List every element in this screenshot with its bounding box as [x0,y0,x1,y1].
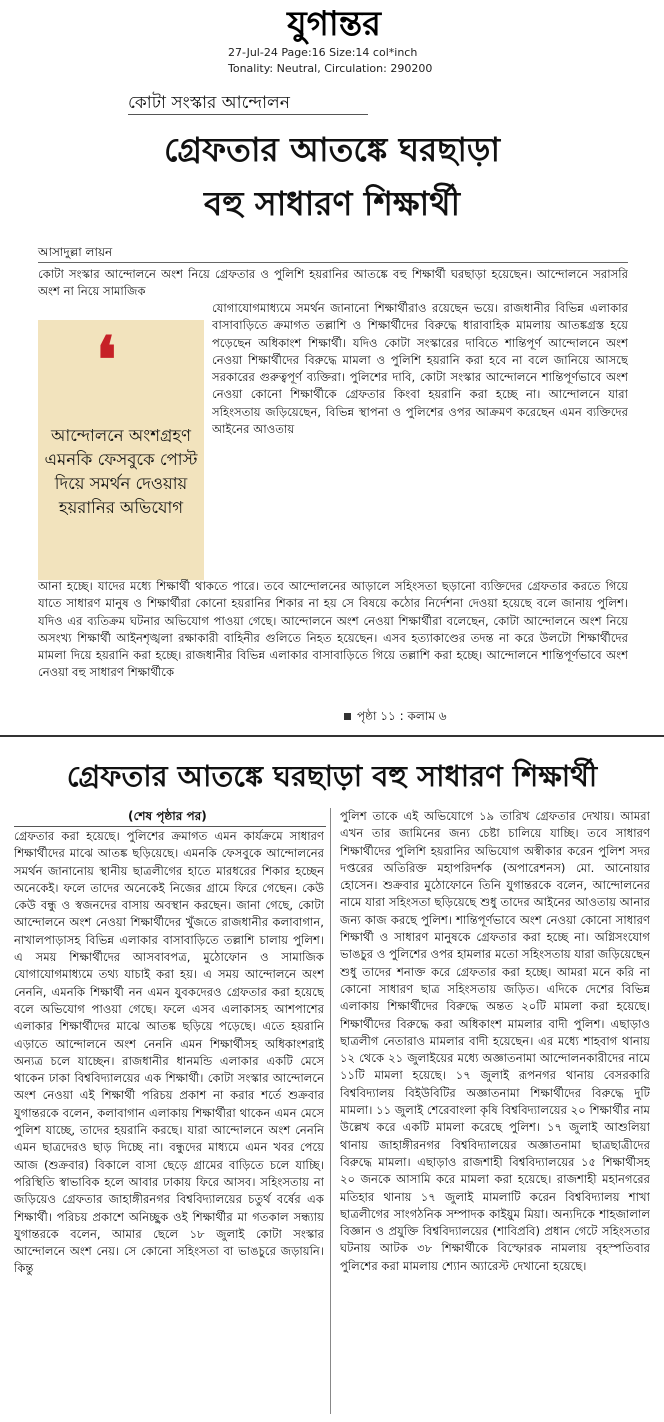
byline-divider [38,262,628,263]
clipping-meta-tonality: Tonality: Neutral, Circulation: 290200 [228,62,433,75]
article-lead: কোটা সংস্কার আন্দোলনে অংশ নিয়ে গ্রেফতার ও পুলিশি হয়রানির আতঙ্কে বহু শিক্ষার্থী ঘরছাড়া হয়েছেন। আন্দোলনে সরাসরি অংশ না নিয়ে সামাজিক [38,267,628,299]
article-kicker: কোটা সংস্কার আন্দোলন [128,92,368,115]
continued-on-page: পৃষ্ঠা ১১ : কলাম ৬ [344,708,447,724]
column-divider [330,808,331,1414]
headline-line-1: গ্রেফতার আতঙ্কে ঘরছাড়া [163,130,501,169]
square-bullet-icon [344,713,351,720]
section-divider [0,735,664,737]
continuation-headline: গ্রেফতার আতঙ্কে ঘরছাড়া বহু সাধারণ শিক্ষার্থী [66,759,598,793]
headline-line-2: বহু সাধারণ শিক্ষার্থী [203,184,461,223]
continuation-left-column: গ্রেফতার করা হয়েছে। পুলিশের ক্রমাগত এমন কার্যক্রমে সাধারণ শিক্ষার্থীদের মাঝে আতঙ্ক ছড়িয়েছে। এমনকি ফেসবুকে আন্দোলনের সমর্থন জানানোয় স্থানীয় ছাত্রলীগের হাতে মারধরের শিকার হচ্ছেন অনেকেই। ফলে তাদের অনেকেই নিজের গ্রামে ফিরে গেছেন। কেউ কেউ বন্ধু ও স্বজনদের বাসায় অবস্থান করছেন। জানা গেছে, কোটা আন্দোলনে অংশ নেওয়া শিক্ষার্থীদের খুঁজতে রাজধানীর কলাবাগান, নাখালপাড়াসহ বিভিন্ন এলাকার বাসাবাড়িতে তল্লাশি চালায় পুলিশ। এ সময় শিক্ষার্থীদের আসবাবপত্র, মুঠোফোন ও সামাজিক যোগাযোগমাধ্যমে তথ্য যাচাই করা হয়। এ সময় আন্দোলনে অংশ নেননি, এমনকি শিক্ষার্থী নন এমন যুবকদেরও গ্রেফতার করা হয়েছে বলে অভিযোগ পাওয়া গেছে। ফলে এসব এলাকাসহ আশপাশের এলাকার শিক্ষার্থীদের মাঝে আতঙ্ক ছড়িয়ে পড়েছে। এতে হয়রানি এড়াতে আন্দোলনে অংশ নেননি এমন শিক্ষার্থীসহ অধিকাংশরাই অন্যত্র চলে যাচ্ছেন। রাজধানীর ধানমন্ডি এলাকার একটি মেসে থাকেন ঢাকা বিশ্ববিদ্যালয়ের এক শিক্ষার্থী। কোটা সংস্কার আন্দোলনে অংশ নেওয়া এই শিক্ষার্থী পরিচয় প্রকাশ না করার শর্তে শুক্রবার যুগান্তরকে বলেন, কলাবাগান এলাকায় শিক্ষার্থীরা থাকেন এমন মেসে পুলিশ যাচ্ছে, তাদের হয়রানি করছে। যারা আন্দোলনে অংশ নেননি এমন ছাত্রদেরও ছাড় দিচ্ছে না। বন্ধুদের মাধ্যমে এমন খবর পেয়ে আজ (শুক্রবার) বিকালে বাসা ছেড়ে গ্রামের বাড়িতে চলে যাচ্ছি। পরিস্থিতি স্বাভাবিক হলে আবার ঢাকায় ফিরে আসব। সহিংসতায় না জড়িয়েও গ্রেফতার জাহাঙ্গীরনগর বিশ্ববিদ্যালয়ের চতুর্থ বর্ষের এক শিক্ষার্থী। পরিচয় প্রকাশে অনিচ্ছুক ওই শিক্ষার্থীর মা গতকাল সন্ধ্যায় যুগান্তরকে বলেন, আমার ছেলে ১৮ জুলাই কোটা সংস্কার আন্দোলনে অংশ নেয়। সে কোনো সহিংসতা বা ভাঙচুরে জড়ায়নি। কিন্তু [14,829,324,1276]
article-lower-text: আনা হচ্ছে। যাদের মধ্যে শিক্ষার্থী থাকতে পারে। তবে আন্দোলনের আড়ালে সহিংসতা ছড়ানো ব্যক্তিদের গ্রেফতার করতে গিয়ে যাতে সাধারণ মানুষ ও শিক্ষার্থীরা কোনো হয়রানির শিকার না হয় সে বিষয়ে কঠোর নির্দেশনা দেওয়া হয়েছে বলে জানায় পুলিশ। যদিও এর ব্যতিক্রম ঘটনার অভিযোগ পাওয়া গেছে। আন্দোলনে অংশ নেওয়া শিক্ষার্থীরা বলেছেন, কোটা আন্দোলনে অংশ নিয়ে অসংখ্য শিক্ষার্থী আইনশৃঙ্খলা রক্ষাকারী বাহিনীর গুলিতে নিহত হয়েছেন। এসব হত্যাকাণ্ডের তদন্ত না করে উলটো শিক্ষার্থীদের মামলা দিয়ে হয়রানি করা হচ্ছে। রাজধানীর বিভিন্ন এলাকার বাসাবাড়িতে গিয়ে তল্লাশি করা হচ্ছে। আন্দোলনে শান্তিপূর্ণভাবে অংশ নেওয়া বহু সাধারণ শিক্ষার্থীকে [38,579,628,680]
continuation-right-column: পুলিশ তাকে এই অভিযোগে ১৯ তারিখ গ্রেফতার দেখায়। আমরা এখন তার জামিনের জন্য চেষ্টা চালিয়ে যাচ্ছি। তবে সাধারণ শিক্ষার্থীদের পুলিশি হয়রানির অভিযোগ অস্বীকার করেন পুলিশ সদর দপ্তরের অতিরিক্ত মহাপরিদর্শক (অপারেশনস) মো. আনোয়ার হোসেন। শুক্রবার মুঠোফোনে তিনি যুগান্তরকে বলেন, আন্দোলনের নামে যারা সহিংসতা ছড়িয়েছে শুধু তাদের আইনের আওতায় আনার জন্য কাজ করছে পুলিশ। শান্তিপূর্ণভাবে অংশ নেওয়া কোনো সাধারণ শিক্ষার্থী ও সাধারণ মানুষকে গ্রেফতার করা হচ্ছে না। অগ্নিসংযোগ ভাঙচুর ও পুলিশের ওপর হামলার মতো সহিংসতায় যারা জড়িয়েছেন শুধু তাদের শনাক্ত করে গ্রেফতার করা হচ্ছে। আমরা মনে করি না কোনো সাধারণ ছাত্র সহিংসতায় জড়িত। এদিকে দেশের বিভিন্ন এলাকায় শিক্ষার্থীদের বিরুদ্ধে অন্তত ২০টি মামলা করা হয়েছে। শিক্ষার্থীদের বিরুদ্ধে করা অধিকাংশ মামলার বাদী পুলিশ। এছাড়াও ছাত্রলীগ নেতারাও মামলার বাদী হয়েছেন। এর মধ্যে শাহবাগ থানায় ১২ থেকে ২১ জুলাইয়ের মধ্যে অজ্ঞাতনামা আন্দোলনকারীদের নামে ১১টি মামলা হয়েছে। ১৭ জুলাই রূপনগর থানায় বেসরকারি বিশ্ববিদ্যালয় বিইউবিটির অজ্ঞাতনামা শিক্ষার্থীদের বিরুদ্ধে দুটি মামলা। ১১ জুলাই শেরেবাংলা কৃষি বিশ্ববিদ্যালয়ের ২০ শিক্ষার্থীর নাম উল্লেখ করে একটি মামলা করেছে পুলিশ। ১৭ জুলাই আশুলিয়া থানায় জাহাঙ্গীরনগর বিশ্ববিদ্যালয়ের অজ্ঞাতনামা ছাত্রছাত্রীদের বিরুদ্ধে মামলা। এছাড়াও রাজশাহী বিশ্ববিদ্যালয়ের ১৫ শিক্ষার্থীসহ ২০ জনকে আসামি করে মামলা করা হয়েছে। রাজশাহী মহানগরের মতিহার থানায় ১৭ জুলাই মামলাটি করেন বিশ্ববিদ্যালয় শাখা ছাত্রলীগের সাংগঠনিক সম্পাদক কাইয়ুম মিয়া। অন্যদিকে শাহজালাল বিজ্ঞান ও প্রযুক্তি বিশ্ববিদ্যালয়ের (শাবিপ্রবি) প্রধান গেটে সহিংসতার ঘটনায় আটক ৩৮ শিক্ষার্থীকে বিস্ফোরক নামলায় বৃহস্পতিবার পুলিশের করা মামলায় শ্যোন অ্যারেস্ট দেখানো হয়েছে। [340,809,650,1273]
article-right-column: যোগাযোগমাধ্যমে সমর্থন জানানো শিক্ষার্থীরাও রয়েছেন ভয়ে। রাজধানীর বিভিন্ন এলাকার বাসাবাড়িতে ক্রমাগত তল্লাশি ও শিক্ষার্থীদের বিরুদ্ধে ধারাবাহিক মামলায় আতঙ্কগ্রস্ত হয়ে পড়েছেন অধিকাংশ শিক্ষার্থী। যদিও কোটা সংস্কারের দাবিতে শান্তিপূর্ণ আন্দোলনে অংশ নেওয়া শিক্ষার্থীদের বিরুদ্ধে মামলা ও পুলিশি হয়রানি করা হবে না বলে জানিয়ে আসছে সরকারের গুরুত্বপূর্ণ ব্যক্তিরা। পুলিশের দাবি, কোটা সংস্কার আন্দোলনে শান্তিপূর্ণভাবে অংশ নেওয়া কোনো শিক্ষার্থীকে গ্রেফতার কিংবা হয়রানি করা হচ্ছে না। আন্দোলনে যারা সহিংসতায় জড়িয়েছেন, বিভিন্ন স্থাপনা ও পুলিশের ওপর আক্রমণ করেছেন এমন ব্যক্তিদের আইনের আওতায় [212,301,628,437]
byline: আসাদুল্লা লায়ন [38,245,113,259]
clipping-meta-date-page: 27-Jul-24 Page:16 Size:14 col*inch [228,46,418,59]
continuation-note: (শেষ পৃষ্ঠার পর) [128,809,207,823]
pull-quote-text: আন্দোলনে অংশগ্রহণ এমনকি ফেসবুকে পোস্ট দিয়ে সমর্থন দেওয়ায় হয়রানির অভিযোগ [44,426,198,517]
newspaper-logo: যুগান্তর [287,4,381,44]
continuation-rule [14,826,326,827]
quote-mark-icon: ❛ [96,323,117,398]
